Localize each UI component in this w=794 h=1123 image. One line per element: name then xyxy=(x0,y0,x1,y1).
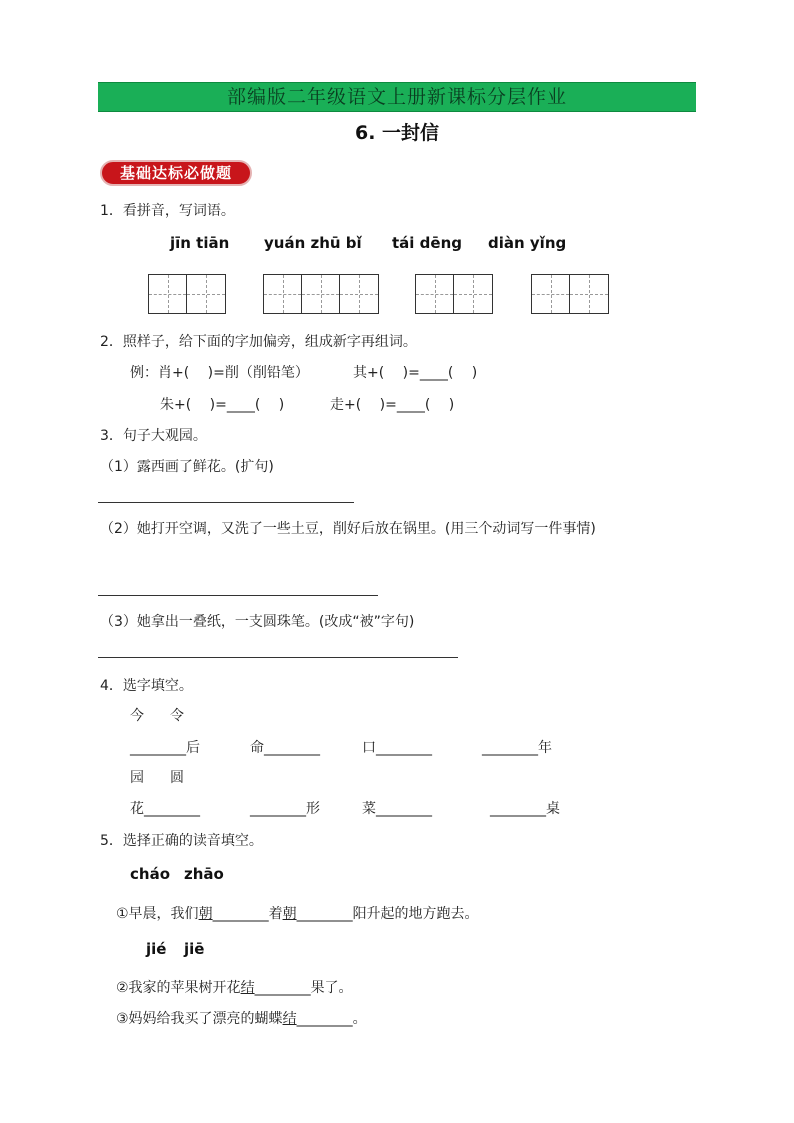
q5-s1-char-1: 朝 xyxy=(198,906,213,922)
grid-cell[interactable] xyxy=(570,275,608,313)
q2-example: 例：肖+( )=削（削铅笔） xyxy=(130,365,309,381)
q4-blank[interactable]: ________后 xyxy=(130,740,200,756)
q5-s1-part-a: ①早晨，我们 xyxy=(116,906,199,922)
q2-item-zou: 走+( )=____( ) xyxy=(330,397,455,413)
grid-cell[interactable] xyxy=(264,275,302,313)
q5-s3-part-a: ③妈妈给我买了漂亮的蝴蝶 xyxy=(116,1011,283,1027)
q4-blank[interactable]: 命________ xyxy=(250,740,320,756)
q5-pinyin-chao: cháo xyxy=(130,865,170,883)
q1-pinyin-1: jīn tiān xyxy=(170,234,230,252)
q5-s3-char: 结 xyxy=(282,1011,297,1027)
q4-blank[interactable]: 花________ xyxy=(130,801,200,817)
grid-cell[interactable] xyxy=(187,275,225,313)
q3-sentence-1: （1）露西画了鲜花。(扩句) xyxy=(100,459,274,475)
answer-line-1[interactable] xyxy=(98,502,354,503)
q5-s1-part-d[interactable]: ________阳升起的地方跑去。 xyxy=(296,906,479,922)
q2-item-qi: 其+( )=____( ) xyxy=(353,365,478,381)
q4-blank[interactable]: 菜________ xyxy=(362,801,432,817)
q4-blank[interactable]: ________年 xyxy=(482,740,552,756)
grid-cell[interactable] xyxy=(416,275,454,313)
writing-grid-3[interactable] xyxy=(415,274,493,314)
q1-pinyin-2: yuán zhū bǐ xyxy=(264,234,362,252)
grid-cell[interactable] xyxy=(532,275,570,313)
writing-grid-4[interactable] xyxy=(531,274,609,314)
q5-s2-char: 结 xyxy=(240,980,255,996)
q5-s1-char-2: 朝 xyxy=(282,906,297,922)
grid-cell[interactable] xyxy=(302,275,340,313)
q4-char-yuan2: 圆 xyxy=(170,770,184,786)
grid-cell[interactable] xyxy=(454,275,492,313)
q5-sentence-3 xyxy=(116,1008,367,1028)
q5-sentence-1 xyxy=(116,903,479,923)
q4-blank[interactable]: ________桌 xyxy=(490,801,560,817)
q3-prompt: 3．句子大观园。 xyxy=(100,428,207,444)
answer-line-3[interactable] xyxy=(98,657,458,658)
q5-pinyin-zhao: zhāo xyxy=(184,865,224,883)
answer-line-2[interactable] xyxy=(98,595,378,596)
q5-pinyin-jie2: jié xyxy=(146,940,167,958)
q3-sentence-3: （3）她拿出一叠纸，一支圆珠笔。(改成“被”字句) xyxy=(100,614,415,630)
q5-s2-part-b[interactable]: ________果了。 xyxy=(254,980,353,996)
q5-sentence-2 xyxy=(116,977,353,997)
q1-pinyin-4: diàn yǐng xyxy=(488,234,567,252)
q4-blank[interactable]: 口________ xyxy=(362,740,432,756)
q5-s1-part-b[interactable]: ________着 xyxy=(212,906,283,922)
q4-blank[interactable]: ________形 xyxy=(250,801,320,817)
header-banner xyxy=(98,82,696,112)
q1-prompt: 1．看拼音，写词语。 xyxy=(100,203,235,219)
q4-prompt: 4．选字填空。 xyxy=(100,678,193,694)
writing-grid-2[interactable] xyxy=(263,274,379,314)
q5-prompt: 5．选择正确的读音填空。 xyxy=(100,833,263,849)
page-title: 6. 一封信 xyxy=(354,122,440,144)
writing-grid-1[interactable] xyxy=(148,274,226,314)
q5-s3-part-b[interactable]: ________。 xyxy=(296,1011,367,1027)
q4-char-ling: 令 xyxy=(170,708,184,724)
grid-cell[interactable] xyxy=(149,275,187,313)
q4-char-jin: 今 xyxy=(130,708,144,724)
q3-sentence-2: （2）她打开空调，又洗了一些土豆，削好后放在锅里。(用三个动词写一件事情) xyxy=(100,521,596,537)
q2-prompt: 2．照样子，给下面的字加偏旁，组成新字再组词。 xyxy=(100,334,417,350)
q2-item-zhu: 朱+( )=____( ) xyxy=(160,397,285,413)
section-badge: 基础达标必做题 xyxy=(100,160,252,186)
q5-s2-part-a: ②我家的苹果树开花 xyxy=(116,980,241,996)
q4-char-yuan1: 园 xyxy=(130,770,144,786)
q1-pinyin-3: tái dēng xyxy=(392,234,462,252)
grid-cell[interactable] xyxy=(340,275,378,313)
q5-pinyin-jie1: jiē xyxy=(184,940,205,958)
banner-text: 部编版二年级语文上册新课标分层作业 xyxy=(226,86,567,108)
